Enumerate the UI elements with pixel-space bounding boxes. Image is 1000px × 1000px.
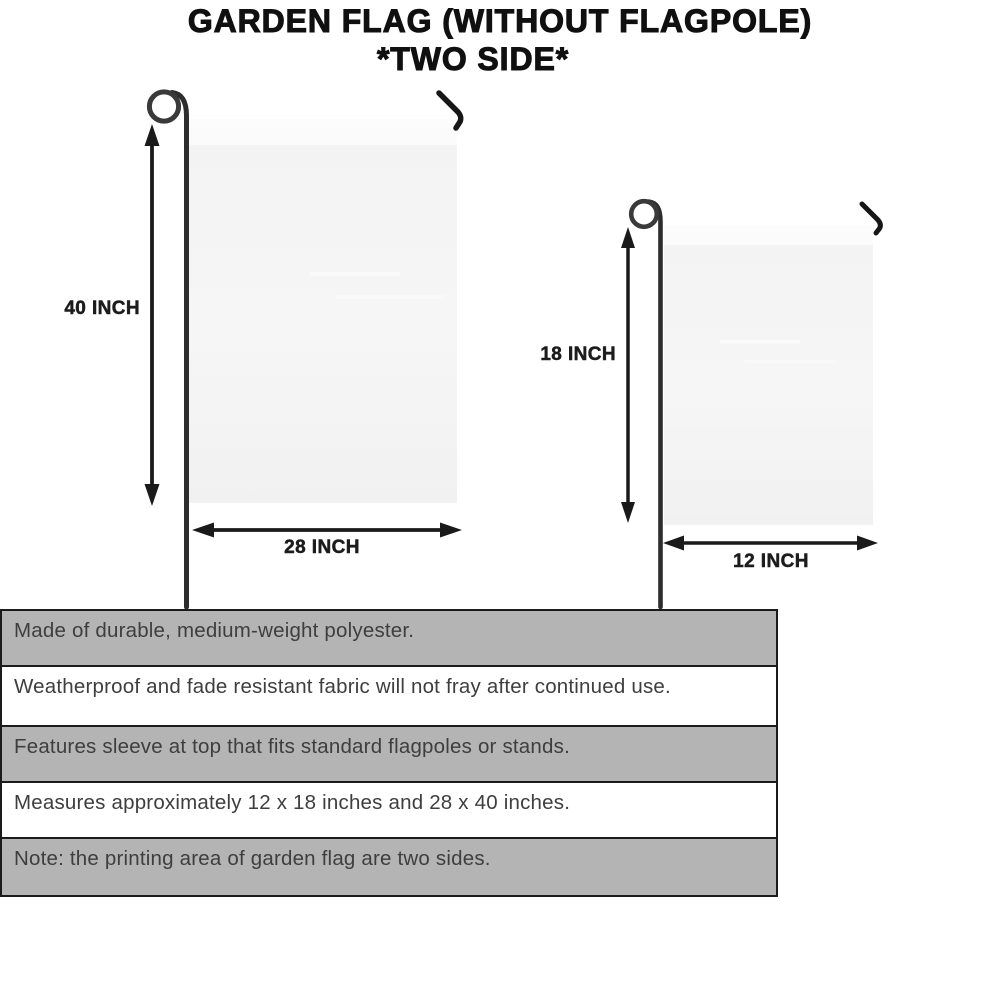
feature-text: Weatherproof and fade resistant fabric will not fray after continued use. (14, 675, 671, 698)
large-flag-height-label: 40 INCH (64, 298, 140, 319)
large-flag-pole (149, 92, 186, 607)
small-flag (664, 225, 873, 525)
page-title-line1: GARDEN FLAG (WITHOUT FLAGPOLE) (187, 3, 813, 39)
feature-row (2, 781, 776, 837)
feature-row (2, 725, 776, 781)
small-flag-width-label: 12 INCH (733, 551, 809, 572)
small-flag-height-arrow (621, 227, 635, 523)
small-flag-pole (631, 201, 660, 607)
feature-text: Measures approximately 12 x 18 inches and 28 x 40 inches. (14, 791, 571, 814)
large-flag-height-arrow (145, 124, 160, 506)
feature-row (2, 665, 776, 725)
small-flag-width-arrow (663, 536, 878, 551)
feature-row (2, 837, 776, 895)
large-flag (188, 119, 457, 503)
feature-text: Note: the printing area of garden flag are two sides. (14, 847, 491, 870)
feature-text: Features sleeve at top that fits standard flagpoles or stands. (14, 735, 570, 758)
page-title-line2: *TWO SIDE* (376, 40, 570, 77)
large-flag-width-label: 28 INCH (284, 537, 360, 558)
features-table (0, 609, 778, 897)
small-flag-height-label: 18 INCH (540, 344, 616, 365)
feature-text: Made of durable, medium-weight polyester. (14, 619, 415, 642)
feature-row (2, 611, 776, 665)
